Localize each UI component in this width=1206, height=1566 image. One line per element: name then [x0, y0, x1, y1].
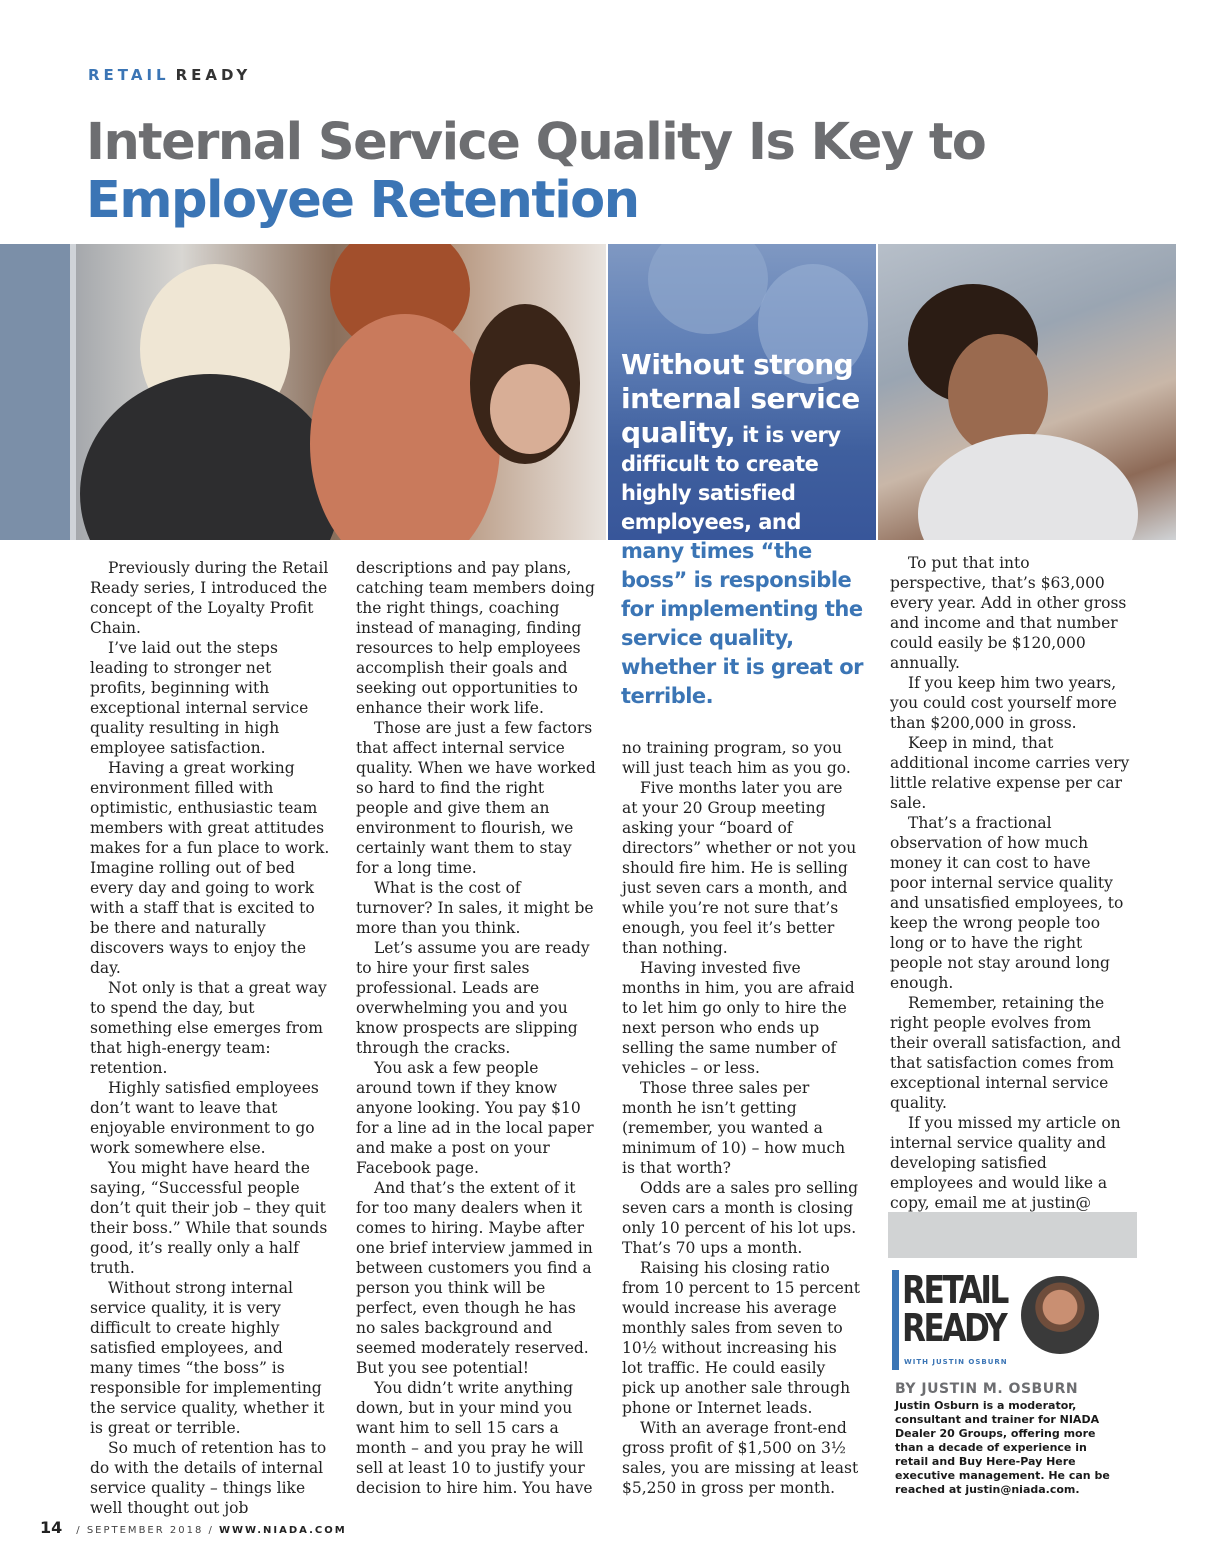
paragraph: Let’s assume you are ready to hire your first sales professional. Leads are overwhelming you and you know prospects are slipping through the cracks. — [356, 939, 590, 1057]
logo-word-ready: READY — [902, 1306, 1006, 1350]
paragraph: That’s a fractional observation of how much money it can cost to have poor internal service quality and unsatisfied employees, to keep the wrong people too long or to have the right people not stay around long enough. — [890, 814, 1124, 992]
paragraph: Previously during the Retail Ready series, I introduced the concept of the Loyalty Profit Chain. — [90, 559, 329, 637]
photo-woman-smiling — [878, 244, 1176, 540]
paragraph: Having a great working environment filled with optimistic, enthusiastic team members with great attitudes makes for a fun place to work. Imagine rolling out of bed every day and going to work with a staff that is excited to be there and naturally discovers ways to enjoy the day. — [90, 759, 330, 977]
paragraph: Having invested five months in him, you are afraid to let him go only to hire the next person who ends up selling the same number of vehicles – or less. — [622, 959, 855, 1077]
paragraph: Keep in mind, that additional income carries very little relative expense per car sale. — [890, 734, 1130, 812]
title-line-1: Internal Service Quality Is Key to — [86, 113, 986, 172]
paragraph: And that’s the extent of it for too many dealers when it comes to hiring. Maybe after one brief interview jammed in between customers you find a person you think will be perfect, even though he has no sales background and seemed moderately reserved. But you see potential! — [356, 1179, 593, 1377]
paragraph: I’ve laid out the steps leading to stronger net profits, beginning with exceptional internal service quality resulting in high employee satisfaction. — [90, 639, 309, 757]
paragraph: Not only is that a great way to spend the day, but something else emerges from that high-energy team: retention. — [90, 979, 327, 1077]
paragraph: What is the cost of turnover? In sales, it might be more than you think. — [356, 879, 594, 937]
pull-quote-lead: Without strong internal service quality, — [621, 348, 860, 449]
closing-text: If you missed my article on internal service quality and developing satisfied employees and would like a copy, email me at justin@ — [890, 1114, 1121, 1212]
paragraph: You might have heard the saying, “Successful people don’t quit their job – they quit their boss.” While that sounds good, it’s really only a half truth. — [90, 1159, 328, 1277]
paragraph: Remember, retaining the right people evolves from their overall satisfaction, and that satisfaction comes from exceptional internal service quality. — [890, 994, 1121, 1112]
logo-accent-bar — [892, 1270, 899, 1370]
paragraph: Those are just a few factors that affect internal service quality. When we have worked so hard to find the right people and give them an environment to flourish, we certainly want them to stay for a long time. — [356, 719, 596, 877]
text-column-2 — [356, 558, 596, 1498]
paragraph: Raising his closing ratio from 10 percent to 15 percent would increase his average monthly sales from seven to 10½ without increasing his lot traffic. He could easily pick up another sale through phone or Internet leads. — [622, 1259, 860, 1417]
pull-quote — [621, 348, 871, 711]
paragraph: Odds are a sales pro selling seven cars a month is closing only 10 percent of his lot ups. That’s 70 ups a month. — [622, 1179, 859, 1257]
website-url: WWW.NIADA.COM — [218, 1525, 347, 1536]
paragraph: With an average front-end gross profit of $1,500 on 3½ sales, you are missing at least $5,250 in gross per month. — [622, 1419, 859, 1497]
hero-photo-team — [0, 244, 606, 540]
paragraph: If you keep him two years, you could cost yourself more than $200,000 in gross. — [890, 674, 1117, 732]
section-label — [88, 66, 251, 84]
pull-quote-middle: it is very difficult to create highly satisfied employees, and — [621, 423, 841, 534]
page-footer — [40, 1518, 347, 1537]
author-name: BY JUSTIN M. OSBURN — [895, 1381, 1079, 1397]
paragraph-continued: no training program, so you will just teach him as you go. — [622, 739, 851, 777]
logo-word-retail: RETAIL — [902, 1268, 1007, 1312]
author-headshot — [1021, 1276, 1099, 1354]
text-column-1 — [90, 558, 330, 1518]
retail-ready-logo — [892, 1270, 1022, 1370]
paragraph: Five months later you are at your 20 Group meeting asking your “board of directors” whether or not you should fire him. He is selling just seven cars a month, and while you’re not sure that’s enough, you feel it’s better than nothing. — [622, 779, 857, 957]
paragraph: You ask a few people around town if they know anyone looking. You pay $10 for a line ad in the local paper and make a post on your Facebook page. — [356, 1059, 594, 1177]
paragraph: Without strong internal service quality, it is very difficult to create highly satisfied employees, and many times “the boss” is responsible for implementing the service quality, whether it is great or terrible. — [90, 1279, 325, 1437]
issue-date: / SEPTEMBER 2018 / — [76, 1525, 214, 1536]
pull-quote-highlight: many times “the boss” is responsible for implementing the service quality, whether it is great or terrible. — [621, 539, 863, 708]
paragraph: Highly satisfied employees don’t want to leave that enjoyable environment to go work somewhere else. — [90, 1079, 319, 1157]
text-column-4 — [890, 553, 1130, 1235]
article-title — [86, 114, 985, 230]
paragraph-continued: descriptions and pay plans, catching team members doing the right things, coaching instead of managing, finding resources to help employees accomplish their goals and seeking out opportunities to enhance their work life. — [356, 559, 595, 717]
paragraph: Those three sales per month he isn’t getting (remember, you wanted a minimum of 10) – how much is that worth? — [622, 1079, 846, 1177]
author-bio: Justin Osburn is a moderator, consultant and trainer for NIADA Dealer 20 Groups, offering more than a decade of experience in retail and Buy Here-Pay Here executive management. He can be reached at justin@niada.com. — [895, 1399, 1110, 1496]
gray-divider-box — [888, 1212, 1137, 1258]
title-line-2: Employee Retention — [86, 171, 639, 230]
section-word-ready: READY — [175, 66, 252, 84]
paragraph: You didn’t write anything down, but in your mind you want him to sell 15 cars a month – and you pray he will sell at least 10 to justify your decision to hire him. You have — [356, 1379, 593, 1497]
logo-byline: WITH JUSTIN OSBURN — [904, 1358, 1008, 1366]
paragraph: To put that into perspective, that’s $63,000 every year. Add in other gross and income and that number could easily be $120,000 annually. — [890, 554, 1127, 672]
text-column-3 — [622, 738, 862, 1498]
page-number: 14 — [40, 1518, 63, 1537]
paragraph: So much of retention has to do with the details of internal service quality – things like well thought out job — [90, 1439, 327, 1517]
section-word-retail: RETAIL — [88, 66, 170, 84]
